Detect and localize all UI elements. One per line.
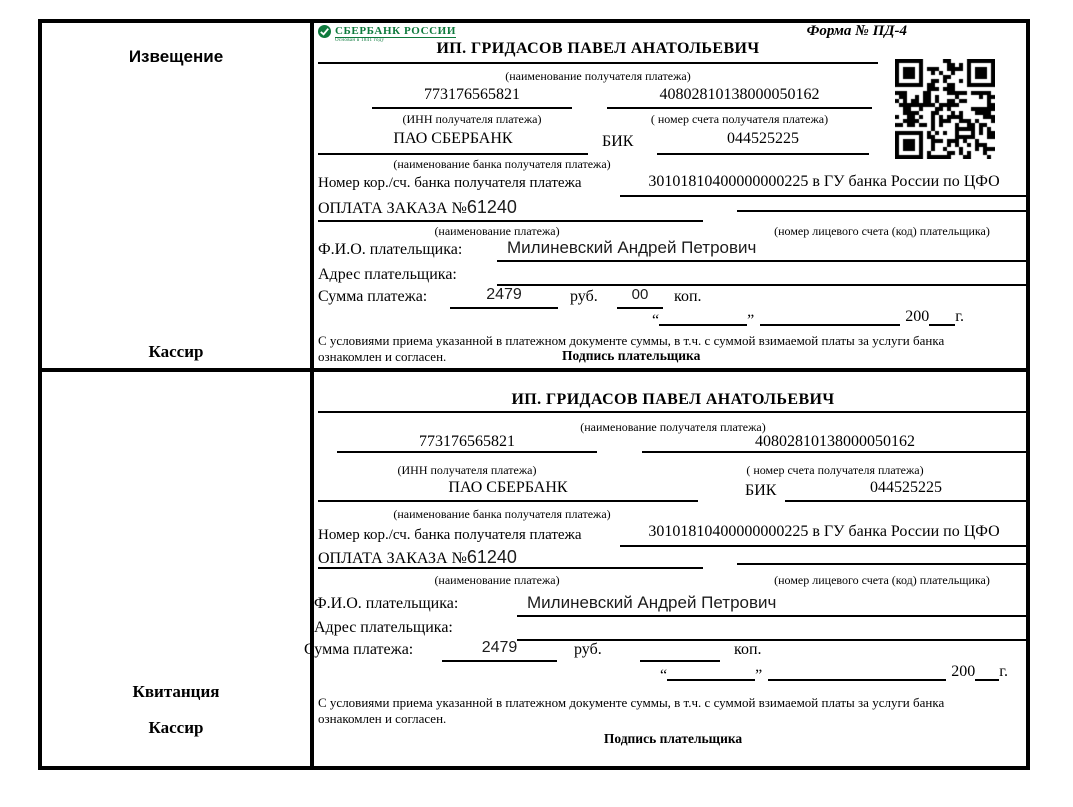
bik-value: 044525225 (657, 130, 869, 155)
order-number: 61240 (466, 547, 517, 567)
open-quote: “ (660, 667, 668, 684)
payment-sum-label: Сумма платежа: (318, 288, 428, 305)
bank-name: ПАО СБЕРБАНК (318, 479, 698, 502)
corr-account-label: Номер кор./сч. банка получателя платежа (318, 527, 582, 543)
qr-code (895, 59, 995, 159)
close-quote: ” (747, 312, 755, 329)
order-number: 61240 (466, 197, 517, 217)
sum-rub-value: 2479 (450, 286, 558, 309)
corr-account-value: 30101810400000000225 в ГУ банка России по ЦФО (620, 173, 1028, 197)
sberbank-logo-tagline: Основан в 1841 году (335, 38, 385, 43)
corr-account-value: 30101810400000000225 в ГУ банка России по ЦФО (620, 523, 1028, 547)
agreement-line1: С условиями приема указанной в платежном документе суммы, в т.ч. с суммой взимаемой платы за услуги банка (318, 333, 945, 348)
inn-caption: (ИНН получателя платежа) (397, 463, 537, 477)
bik-value: 044525225 (785, 479, 1027, 502)
rub-label: руб. (570, 288, 598, 305)
personal-account-line (737, 191, 1027, 212)
payment-name-prefix: ОПЛАТА ЗАКАЗА № (318, 550, 467, 567)
form-frame (38, 19, 1030, 770)
payer-fio-value: Милиневский Андрей Петрович (517, 593, 1027, 617)
payer-signature-label: Подпись плательщика (603, 731, 743, 746)
sberbank-logo-icon (318, 25, 331, 38)
year-suffix: г. (999, 663, 1008, 680)
payment-caption: (наименование платежа) (434, 224, 560, 238)
kop-label: коп. (734, 641, 762, 658)
form-code: Форма № ПД-4 (806, 23, 907, 39)
account-caption: ( номер счета получателя платежа) (746, 463, 924, 477)
receipt-label: Квитанция (132, 682, 220, 701)
sum-kop-value (640, 639, 720, 662)
corr-account-label: Номер кор./сч. банка получателя платежа (318, 175, 582, 191)
sum-rub-value: 2479 (442, 639, 557, 662)
payment-name (318, 197, 703, 222)
payer-address-value (517, 618, 1027, 641)
payer-address-label: Адрес плательщика: (318, 266, 457, 283)
payment-name (318, 547, 703, 569)
payee-inn: 773176565821 (337, 433, 597, 453)
payee-inn: 773176565821 (372, 86, 572, 109)
payer-signature-label: Подпись плательщика (562, 348, 701, 363)
year-prefix: 200 (951, 663, 976, 680)
payment-name-prefix: ОПЛАТА ЗАКАЗА № (318, 200, 467, 217)
sberbank-logo-text: СБЕРБАНК РОССИИ (335, 25, 456, 37)
cashier-label-bottom: Кассир (148, 718, 204, 737)
horizontal-divider (42, 368, 1026, 372)
payer-fio-label: Ф.И.О. плательщика: (314, 595, 459, 612)
payment-sum-label: Сумма платежа: (304, 641, 414, 658)
bank-caption: (наименование банка получателя платежа) (393, 507, 611, 521)
payer-fio-value: Милиневский Андрей Петрович (497, 238, 1027, 262)
open-quote: “ (652, 312, 660, 329)
rub-label: руб. (574, 641, 602, 658)
year-suffix: г. (955, 308, 964, 325)
personal-account-caption: (номер лицевого счета (код) плательщика) (774, 573, 990, 587)
kop-label: коп. (674, 288, 702, 305)
agreement-line2: ознакомлен и согласен. (318, 711, 447, 726)
personal-account-caption: (номер лицевого счета (код) плательщика) (774, 224, 990, 238)
year-prefix: 200 (905, 308, 930, 325)
payer-fio-label: Ф.И.О. плательщика: (318, 241, 463, 258)
payment-caption: (наименование платежа) (434, 573, 560, 587)
payee-account: 40802810138000050162 (607, 86, 872, 109)
agreement-line2: ознакомлен и согласен. (318, 349, 447, 364)
payee-name: ИП. ГРИДАСОВ ПАВЕЛ АНАТОЛЬЕВИЧ (318, 391, 1028, 413)
payer-address-value (497, 265, 1027, 286)
payee-name-caption: (наименование получателя платежа) (580, 420, 766, 434)
date-line (660, 663, 1030, 684)
payee-name: ИП. ГРИДАСОВ ПАВЕЛ АНАТОЛЬЕВИЧ (318, 40, 878, 64)
payee-account: 40802810138000050162 (642, 433, 1028, 453)
bank-caption: (наименование банка получателя платежа) (393, 157, 611, 171)
bik-label: БИК (602, 133, 634, 150)
account-caption: ( номер счета получателя платежа) (650, 112, 829, 126)
bank-name: ПАО СБЕРБАНК (318, 130, 588, 155)
notice-label: Извещение (128, 47, 224, 66)
personal-account-line (737, 544, 1027, 565)
close-quote: ” (755, 667, 763, 684)
agreement-line1: С условиями приема указанной в платежном документе суммы, в т.ч. с суммой взимаемой платы за услуги банка (318, 695, 945, 710)
date-line (652, 308, 1030, 329)
payee-name-caption: (наименование получателя платежа) (505, 69, 691, 83)
cashier-label-top: Кассир (148, 342, 204, 361)
inn-caption: (ИНН получателя платежа) (402, 112, 542, 126)
sum-kop-value: 00 (617, 286, 663, 309)
payer-address-label: Адрес плательщика: (314, 619, 453, 636)
bik-label: БИК (745, 482, 777, 499)
